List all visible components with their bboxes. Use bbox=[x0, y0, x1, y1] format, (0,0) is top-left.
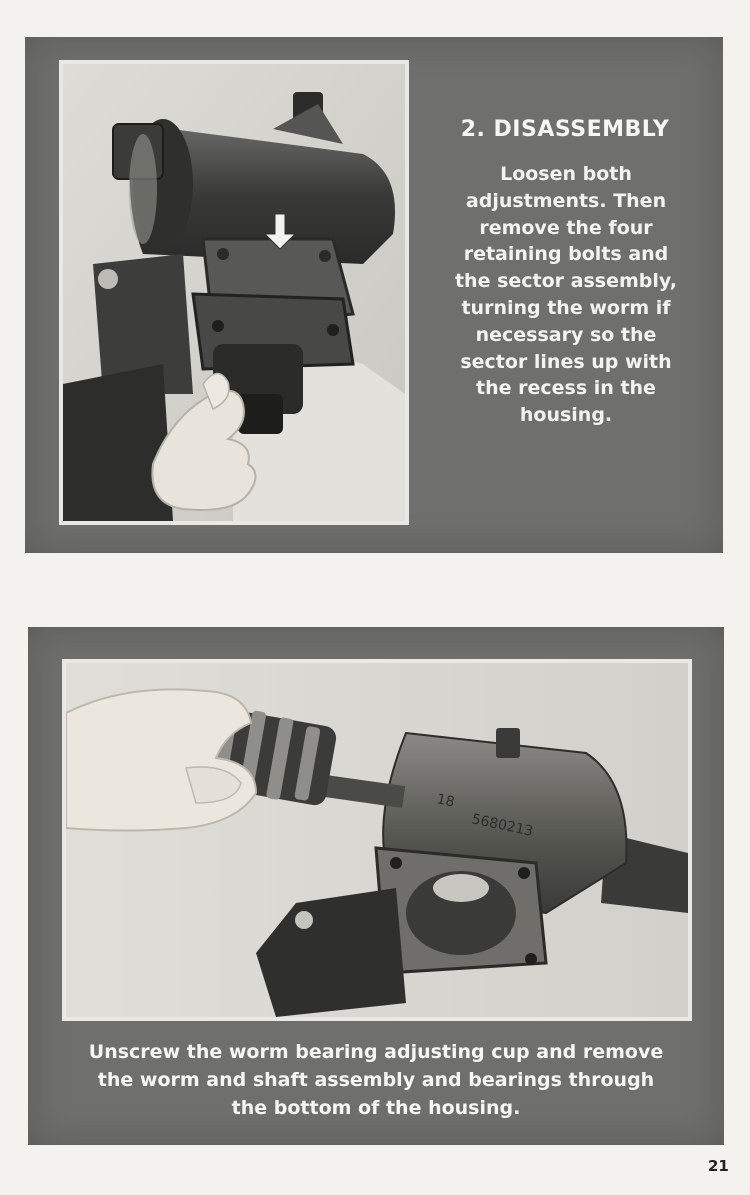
page-number: 21 bbox=[708, 1157, 729, 1175]
worm-removal-photo bbox=[66, 663, 688, 1017]
sector-removal-photo bbox=[63, 64, 405, 521]
disassembly-instructions: Loosen both adjustments. Then remove the four retaining bolts and the sector assembly, turning the worm if necessary so the sector lines up with the recess in the housing. bbox=[454, 163, 678, 427]
disassembly-panel bbox=[25, 37, 723, 553]
worm-removal-photo-frame bbox=[62, 659, 692, 1021]
worm-removal-caption: Unscrew the worm bearing adjusting cup and remove the worm and shaft assembly and bearings through the bottom of the housing. bbox=[88, 1041, 664, 1119]
section-heading: 2. DISASSEMBLY bbox=[460, 117, 670, 142]
casting-number-line2: 5680213 bbox=[470, 811, 535, 840]
worm-removal-panel bbox=[28, 627, 724, 1145]
casting-number-line1: 18 bbox=[435, 791, 456, 811]
sector-removal-photo-frame bbox=[59, 60, 409, 525]
